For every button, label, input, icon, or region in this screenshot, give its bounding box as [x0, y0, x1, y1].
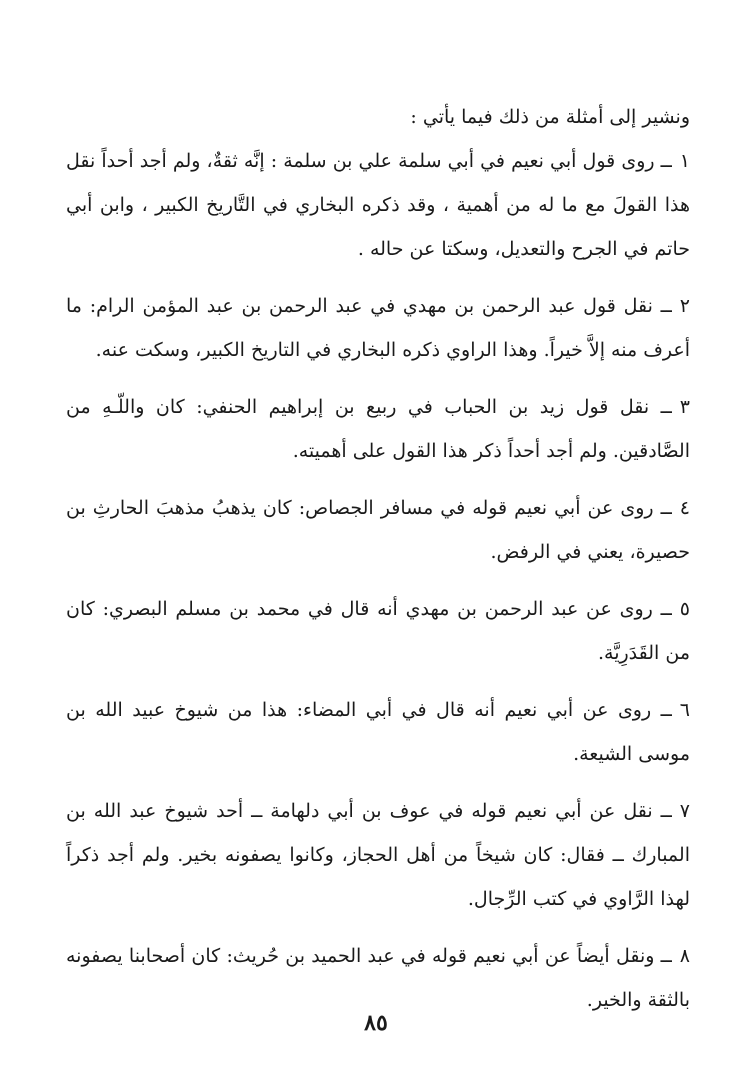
list-item	[66, 284, 690, 372]
item-text: ــ روى قول أبي نعيم في أبي سلمة علي بن سلمة : إنَّه ثقةٌ، ولم أجد أحداً نقل هذا القولَ مع ما له من أهمية ، وقد ذكره البخاري في التَّاريخ الكبير ، وابن أبي حاتم في الجرح والتعديل، وسكتا عن حاله .	[66, 150, 690, 260]
intro-paragraph: ونشير إلى أمثلة من ذلك فيما يأتي :	[410, 106, 690, 128]
list-item	[66, 385, 690, 473]
item-text: ــ روى عن أبي نعيم قوله في مسافر الجصاص: كان يذهبُ مذهبَ الحارثِ بن حصيرة، يعني في الرفض.	[66, 497, 690, 563]
item-text: ــ روى عن عبد الرحمن بن مهدي أنه قال في محمد بن مسلم البصري: كان من القَدَرِيَّة.	[66, 598, 690, 664]
item-number: ٦	[679, 699, 690, 721]
item-text: ــ نقل قول زيد بن الحباب في ربيع بن إبراهيم الحنفي: كان واللّـهِ من الصَّادقين. ولم أجد أحداً ذكر هذا القول على أهميته.	[66, 396, 690, 462]
item-text: ــ ونقل أيضاً عن أبي نعيم قوله في عبد الحميد بن حُريث: كان أصحابنا يصفونه بالثقة والخير.	[66, 945, 690, 1011]
item-number: ٧	[679, 800, 690, 822]
item-number: ٤	[679, 497, 690, 519]
item-text: ــ نقل قول عبد الرحمن بن مهدي في عبد الرحمن بن عبد المؤمن الرام: ما أعرف منه إلاَّ خيراً. وهذا الراوي ذكره البخاري في التاريخ الكبير، وسكت عنه.	[66, 295, 690, 361]
list-item	[66, 587, 690, 675]
item-number: ٨	[679, 945, 690, 967]
list-item	[66, 486, 690, 574]
page-body	[66, 95, 690, 1022]
list-item	[66, 688, 690, 776]
item-number: ٢	[679, 295, 690, 317]
page-number: ٨٥	[364, 1010, 388, 1036]
item-number: ٣	[679, 396, 690, 418]
item-number: ١	[679, 150, 690, 172]
item-text: ــ نقل عن أبي نعيم قوله في عوف بن أبي دلهامة ــ أحد شيوخ عبد الله بن المبارك ــ فقال: كان شيخاً من أهل الحجاز، وكانوا يصفونه بخير. ولم أجد ذكراً لهذا الرَّاوي في كتب الرِّجال.	[66, 800, 690, 910]
item-text: ــ روى عن أبي نعيم أنه قال في أبي المضاء: هذا من شيوخ عبيد الله بن موسى الشيعة.	[66, 699, 690, 765]
list-item	[66, 139, 690, 271]
list-item	[66, 789, 690, 921]
item-number: ٥	[679, 598, 690, 620]
list-item	[66, 934, 690, 1022]
